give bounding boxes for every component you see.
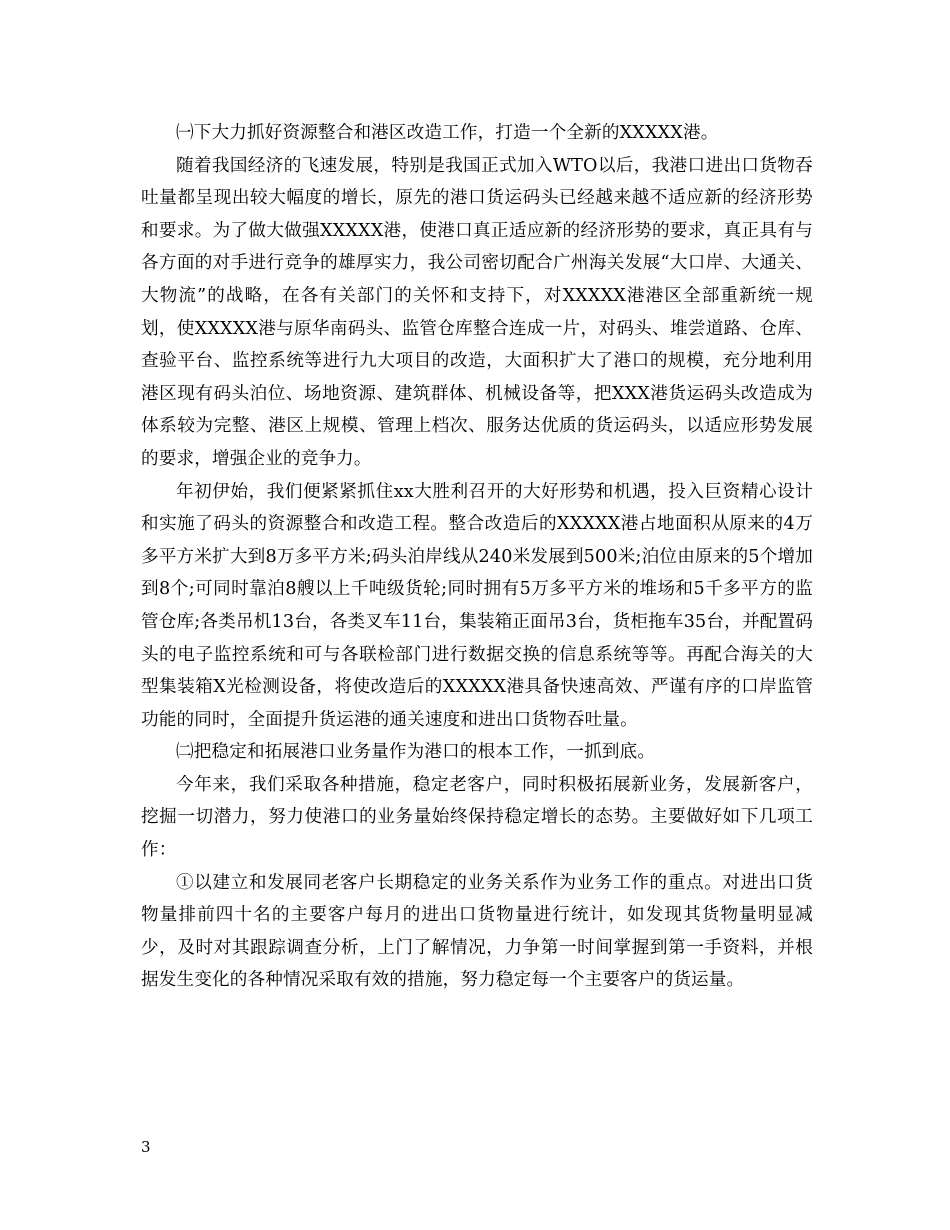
page-number: 3 bbox=[141, 1138, 151, 1156]
section-heading-1: ㈠下大力抓好资源整合和港区改造工作，打造一个全新的XXXXX港。 bbox=[176, 123, 719, 143]
section-heading-2: ㈡把稳定和拓展港口业务量作为港口的根本工作，一抓到底。 bbox=[176, 742, 656, 763]
document-body bbox=[141, 117, 813, 997]
paragraph-customer-relations: ①以建立和发展同老客户长期稳定的业务关系作为业务工作的重点。对进出口货物量排前四十名的主要客户每月的进出口货物量进行统计，如发现其货物量明显减少，及时对其跟踪调查分析，上门了解情况，力争第一时间掌握到第一手资料，并根据发生变化的各种情况采取有效的措施，努力稳定每一个主要客户的货运量。 bbox=[141, 872, 813, 991]
paragraph-port-development: 随着我国经济的飞速发展，特别是我国正式加入WTO以后，我港口进出口货物吞吐量都呈现出较大幅度的增长，原先的港口货运码头已经越来越不适应新的经济形势和要求。为了做大做强XXXXX港，使港口真正适应新的经济形势的要求，真正具有与各方面的对手进行竞争的雄厚实力，我公司密切配合广州海关发展“大口岸、大通关、大物流”的战略，在各有关部门的关怀和支持下，对XXXXX港港区全部重新统一规划，使XXXXX港与原华南码头、监管仓库整合连成一片，对码头、堆尝道路、仓库、查验平台、监控系统等进行九大项目的改造，大面积扩大了港口的规模，充分地利用港区现有码头泊位、场地资源、建筑群体、机械设备等，把XXX港货运码头改造成为体系较为完整、港区上规模、管理上档次、服务达优质的货运码头，以适应形势发展的要求，增强企业的竞争力。 bbox=[141, 155, 813, 469]
paragraph-renovation-project: 年初伊始，我们便紧紧抓住xx大胜利召开的大好形势和机遇，投入巨资精心设计和实施了码头的资源整合和改造工程。整合改造后的XXXXX港占地面积从原来的4万多平方米扩大到8万多平方米;码头泊岸线从240米发展到500米;泊位由原来的5个增加到8个;可同时靠泊8艘以上千吨级货轮;同时拥有5万多平方米的堆场和5千多平方的监管仓库;各类吊机13台，各类叉车11台，集装箱正面吊3台，货柜拖车35台，并配置码头的电子监控系统和可与各联检部门进行数据交换的信息系统等等。再配合海关的大型集装箱X光检测设备，将使改造后的XXXXX港具备快速高效、严谨有序的口岸监管功能的同时，全面提升货运港的通关速度和进出口货物吞吐量。 bbox=[141, 481, 813, 730]
paragraph-business-measures: 今年来，我们采取各种措施，稳定老客户，同时积极拓展新业务，发展新客户，挖掘一切潜力，努力使港口的业务量始终保持稳定增长的态势。主要做好如下几项工作： bbox=[141, 774, 813, 861]
